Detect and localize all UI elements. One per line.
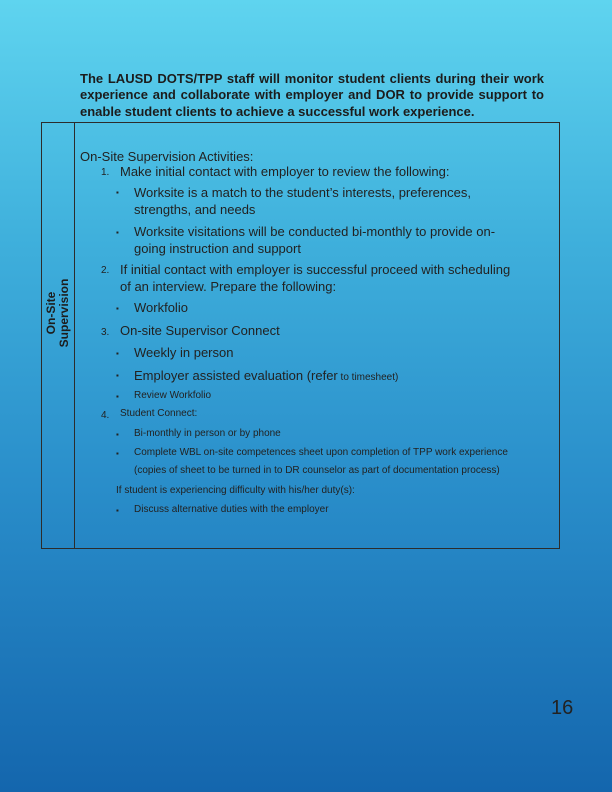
item-2-line1: If initial contact with employer is successful proceed with scheduling (120, 262, 511, 277)
page-number: 16 (551, 697, 574, 719)
bullet-8: Complete WBL on-site competences sheet upon completion of TPP work experience (134, 447, 508, 458)
side-label-line2: Supervision (57, 278, 71, 348)
bullet-6: Review Workfolio (134, 390, 212, 401)
bullet-8-continuation: (copies of sheet to be turned in to DR counselor as part of documentation process) (134, 465, 500, 476)
side-label-text (45, 198, 71, 428)
bullet-1-line1: Worksite is a match to the student’s interests, preferences, (134, 185, 471, 200)
bullet-icon: ▪ (116, 392, 119, 401)
bullet-3: Workfolio (134, 300, 188, 315)
box-divider (74, 122, 75, 549)
bullet-2-line2: going instruction and support (134, 241, 301, 256)
item-1-text: Make initial contact with employer to review the following: (120, 164, 450, 179)
bullet-5 (134, 367, 398, 385)
bullet-9: Discuss alternative duties with the employer (134, 504, 329, 515)
item-3-number: 3. (101, 327, 110, 338)
bullet-icon: ▪ (116, 188, 119, 197)
bullet-icon: ▪ (116, 506, 119, 515)
item-1-number: 1. (101, 167, 110, 178)
bullet-icon: ▪ (116, 371, 119, 380)
item-2-number: 2. (101, 265, 110, 276)
bullet-7: Bi-monthly in person or by phone (134, 428, 281, 439)
bullet-icon: ▪ (116, 228, 119, 237)
bullet-4: Weekly in person (134, 345, 234, 360)
difficulty-text: If student is experiencing difficulty with his/her duty(s): (116, 485, 355, 496)
activities-heading: On-Site Supervision Activities: (80, 149, 254, 164)
bullet-1-line2: strengths, and needs (134, 202, 256, 217)
item-2-line2: of an interview. Prepare the following: (120, 279, 337, 294)
bullet-5-main: Employer assisted evaluation (refer (134, 368, 338, 383)
bullet-icon: ▪ (116, 449, 119, 458)
side-label-line1: On-Site (44, 291, 58, 335)
item-4-number: 4. (101, 410, 110, 421)
intro-paragraph: The LAUSD DOTS/TPP staff will monitor student clients during their work experience and collaborate with employer and DOR to provide support to enable student clients to achieve a successful work experience. (80, 71, 544, 119)
side-label (44, 150, 72, 380)
bullet-icon: ▪ (116, 304, 119, 313)
item-3-text: On-site Supervisor Connect (120, 323, 280, 338)
bullet-2-line1: Worksite visitations will be conducted bi-monthly to provide on- (134, 224, 496, 239)
item-4-text: Student Connect: (120, 408, 198, 419)
bullet-5-small: to timesheet) (337, 372, 399, 383)
bullet-icon: ▪ (116, 349, 119, 358)
bullet-icon: ▪ (116, 430, 119, 439)
